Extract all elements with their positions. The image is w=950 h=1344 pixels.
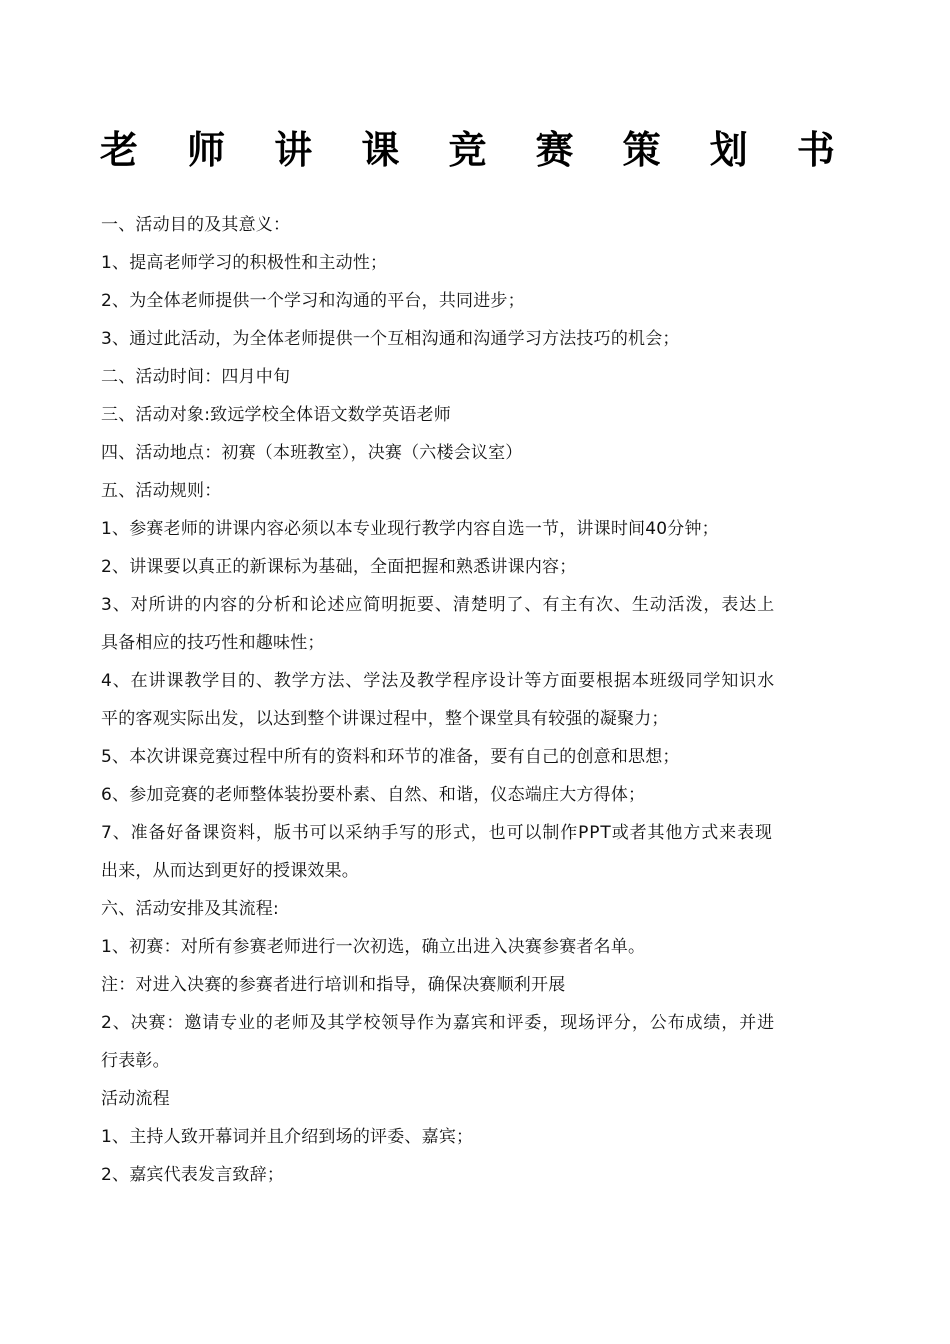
list-item-continued: 行表彰。 (101, 1051, 170, 1071)
list-item: 7、准备好备课资料，版书可以采纳手写的形式，也可以制作PPT或者其他方式来表现 (101, 823, 773, 843)
title-char: 课 (361, 127, 400, 172)
title-char: 书 (796, 127, 835, 172)
list-item: 2、决赛：邀请专业的老师及其学校领导作为嘉宾和评委，现场评分，公布成绩，并进 (101, 1013, 776, 1033)
section-heading-rules: 五、活动规则： (101, 481, 222, 501)
list-item: 5、本次讲课竞赛过程中所有的资料和环节的准备，要有自己的创意和思想； (101, 747, 680, 767)
list-item: 1、主持人致开幕词并且介绍到场的评委、嘉宾； (101, 1127, 474, 1147)
list-item-continued: 出来，从而达到更好的授课效果。 (101, 861, 359, 881)
section-heading-time: 二、活动时间：四月中旬 (101, 367, 291, 387)
title-char: 讲 (274, 127, 313, 172)
title-char: 师 (187, 127, 226, 172)
list-item: 2、嘉宾代表发言致辞； (101, 1165, 285, 1185)
list-item: 1、提高老师学习的积极性和主动性； (101, 253, 388, 273)
title-char: 竞 (448, 127, 487, 172)
list-item-continued: 平的客观实际出发，以达到整个讲课过程中，整个课堂具有较强的凝聚力； (101, 709, 669, 729)
list-item: 1、参赛老师的讲课内容必须以本专业现行教学内容自选一节，讲课时间40分钟； (101, 519, 719, 539)
title-char: 老 (100, 127, 139, 172)
list-item: 3、通过此活动，为全体老师提供一个互相沟通和沟通学习方法技巧的机会； (101, 329, 680, 349)
section-heading-audience: 三、活动对象:致远学校全体语文数学英语老师 (101, 405, 451, 425)
title-char: 策 (622, 127, 661, 172)
list-item: 1、初赛：对所有参赛老师进行一次初选，确立出进入决赛参赛者名单。 (101, 937, 646, 957)
section-heading-location: 四、活动地点：初赛（本班教室），决赛（六楼会议室） (101, 443, 523, 463)
title-char: 赛 (535, 127, 574, 172)
document-body (101, 206, 836, 1194)
list-item-continued: 具备相应的技巧性和趣味性； (101, 633, 325, 653)
subheading-process: 活动流程 (101, 1089, 170, 1109)
list-item: 3、对所讲的内容的分析和论述应简明扼要、清楚明了、有主有次、生动活泼，表达上 (101, 595, 776, 615)
title-char: 划 (709, 127, 748, 172)
section-heading-schedule: 六、活动安排及其流程: (101, 899, 279, 919)
list-item: 4、在讲课教学目的、教学方法、学法及教学程序设计等方面要根据本班级同学知识水 (101, 671, 776, 691)
list-item: 6、参加竞赛的老师整体装扮要朴素、自然、和谐，仪态端庄大方得体； (101, 785, 646, 805)
list-item: 2、讲课要以真正的新课标为基础，全面把握和熟悉讲课内容； (101, 557, 577, 577)
list-item: 2、为全体老师提供一个学习和沟通的平台，共同进步； (101, 291, 525, 311)
document-title (100, 116, 835, 176)
section-heading-purpose: 一、活动目的及其意义： (101, 215, 291, 235)
note-line: 注：对进入决赛的参赛者进行培训和指导，确保决赛顺利开展 (101, 975, 566, 995)
